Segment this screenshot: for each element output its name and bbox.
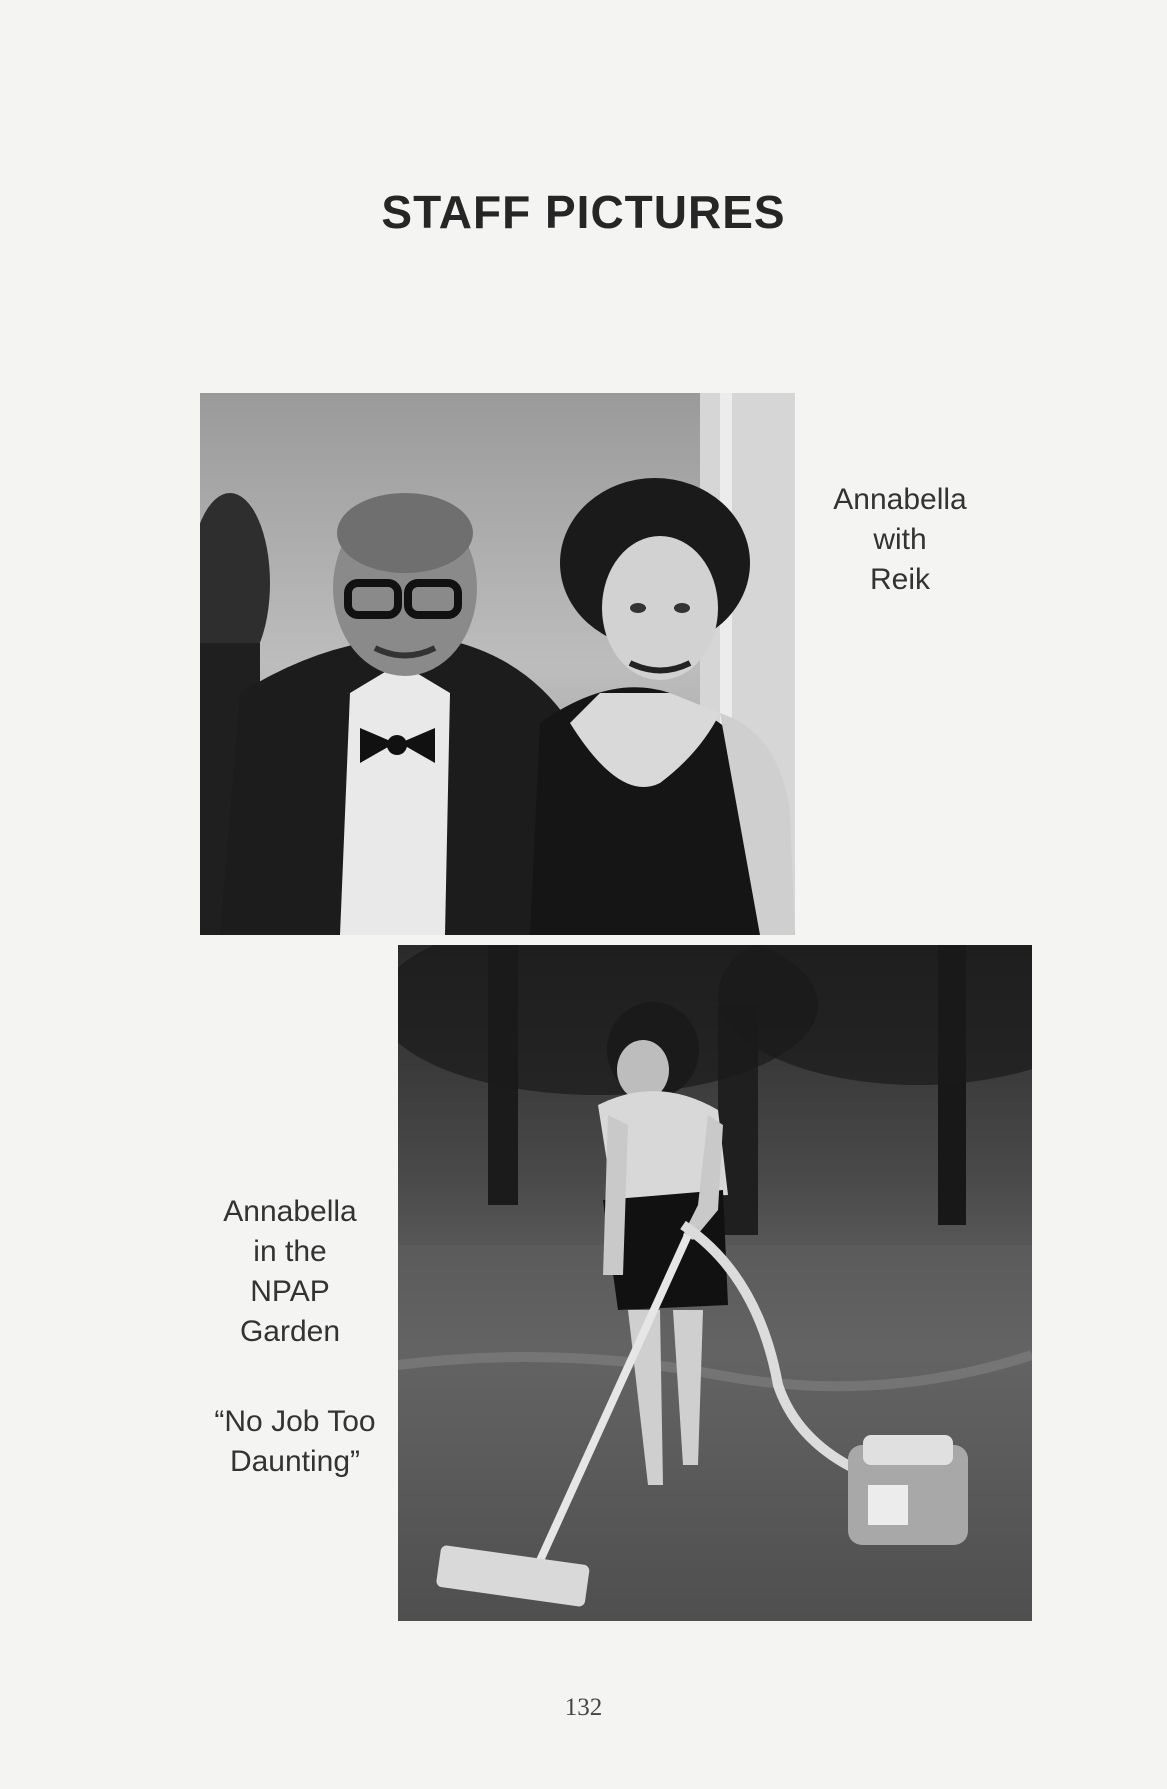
caption-annabella-with-reik: Annabella with Reik xyxy=(833,483,967,596)
page-title: STAFF PICTURES xyxy=(381,186,786,238)
photo-annabella-with-reik xyxy=(200,393,795,935)
caption-annabella-in-garden: Annabella in the NPAP Garden xyxy=(223,1195,357,1348)
photo-annabella-in-garden xyxy=(398,945,1032,1621)
page-number: 132 xyxy=(564,1694,603,1721)
caption-quote: “No Job Too Daunting” xyxy=(214,1405,376,1478)
